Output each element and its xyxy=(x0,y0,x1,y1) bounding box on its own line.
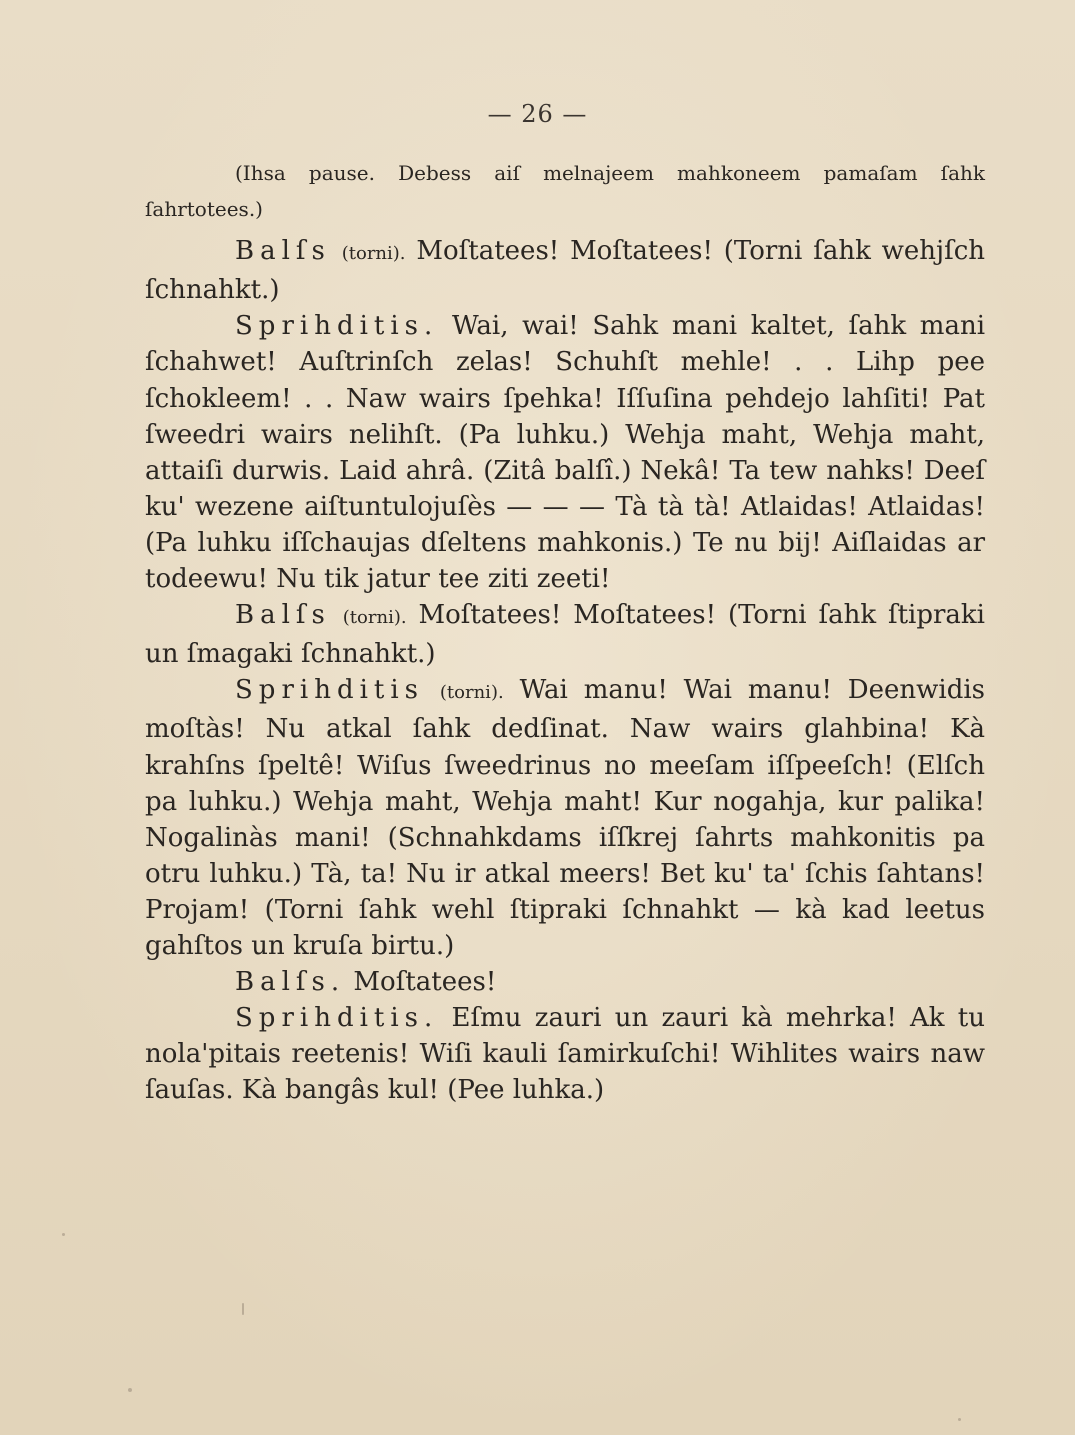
speech-paragraph xyxy=(145,597,985,672)
paragraph-text: Moſtatees! Moſtatees! (Torni ſahk ſtipraki un ſmagaki ſchnahkt.) xyxy=(145,600,986,670)
paragraph-text: (Ihsa pause. Debess aiſ melnajeem mahkoneem pamaſam ſahk ſahrtotees.) xyxy=(145,161,985,222)
paragraph-text: Wai, wai! Sahk mani kaltet, ſahk mani ſchahwet! Auſtrinſch zelas! Schuhſt mehle! . . Lihp pee ſchokleem! . . Naw wairs ſpehka! Iſſuſina pehdejo lahſiti! Pat ſweedri wairs nelihſt. (Pa luhku.) Wehja maht, Wehja maht, attaiſi durwis. Laid ahrâ. (Zitâ balſî.) Nekâ! Ta tew nahks! Deeſ ku' wezene aiſtuntulojuſès — — — Tà tà tà! Atlaidas! Atlaidas! (Pa luhku iſſchaujas dſeltens mahkonis.) Te nu bij! Aiſlaidas ar todeewu! Nu tik jatur tee ziti zeeti! xyxy=(145,311,986,595)
stage-direction xyxy=(145,155,985,227)
paragraph-text: Wai manu! Wai manu! Deenwidis moſtàs! Nu atkal ſahk dedſinat. Naw wairs glahbina! Kà krahſns ſpeltê! Wiſus ſweedrinus no meeſam iſſpeeſch! (Elſch pa luhku.) Wehja maht, Wehja maht! Kur nogahja, kur palika! Nogalinàs mani! (Schnahkdams iſſkrej ſahrts mahkonitis pa otru luhku.) Tà, ta! Nu ir atkal meers! Bet ku' ta' ſchis ſahtans! Projam! (Torni ſahk wehl ſtipraki ſchnahkt — kà kad leetus gahſtos un kruſa birtu.) xyxy=(145,675,986,961)
speech-paragraph xyxy=(145,964,985,1000)
paper-speck xyxy=(128,1388,132,1392)
speaker-name: Balſs xyxy=(235,600,331,631)
speaker-name: Sprihditis. xyxy=(235,311,439,342)
speech-paragraph xyxy=(145,308,985,597)
speech-paragraph xyxy=(145,1000,985,1108)
paragraph-text: Moſtatees! Moſtatees! (Torni ſahk wehjſch ſchnahkt.) xyxy=(145,236,986,306)
speaker-note: (torni). xyxy=(439,682,504,704)
page-text xyxy=(145,155,985,1108)
paper-speck xyxy=(62,1233,65,1236)
paper-speck xyxy=(958,1418,961,1421)
page-number: — 26 — xyxy=(487,100,588,128)
paragraph-text: Moſtatees! xyxy=(353,967,497,998)
speech-paragraph xyxy=(145,672,985,964)
speaker-name: Balſs xyxy=(235,236,331,267)
speaker-note: (torni). xyxy=(342,607,407,629)
speaker-note: (torni). xyxy=(341,243,406,265)
paragraph-text: Eſmu zauri un zauri kà mehrka! Ak tu nola'pitais reetenis! Wiſi kauli ſamirkuſchi! Wihlites wairs naw ſauſas. Kà bangâs kul! (Pee luhka.) xyxy=(145,1003,986,1106)
speaker-name: Sprihditis. xyxy=(235,1003,439,1034)
paper-speck xyxy=(242,1303,244,1315)
speaker-name: Balſs. xyxy=(235,967,346,998)
speaker-name: Sprihditis xyxy=(235,675,425,706)
speech-paragraph xyxy=(145,233,985,308)
